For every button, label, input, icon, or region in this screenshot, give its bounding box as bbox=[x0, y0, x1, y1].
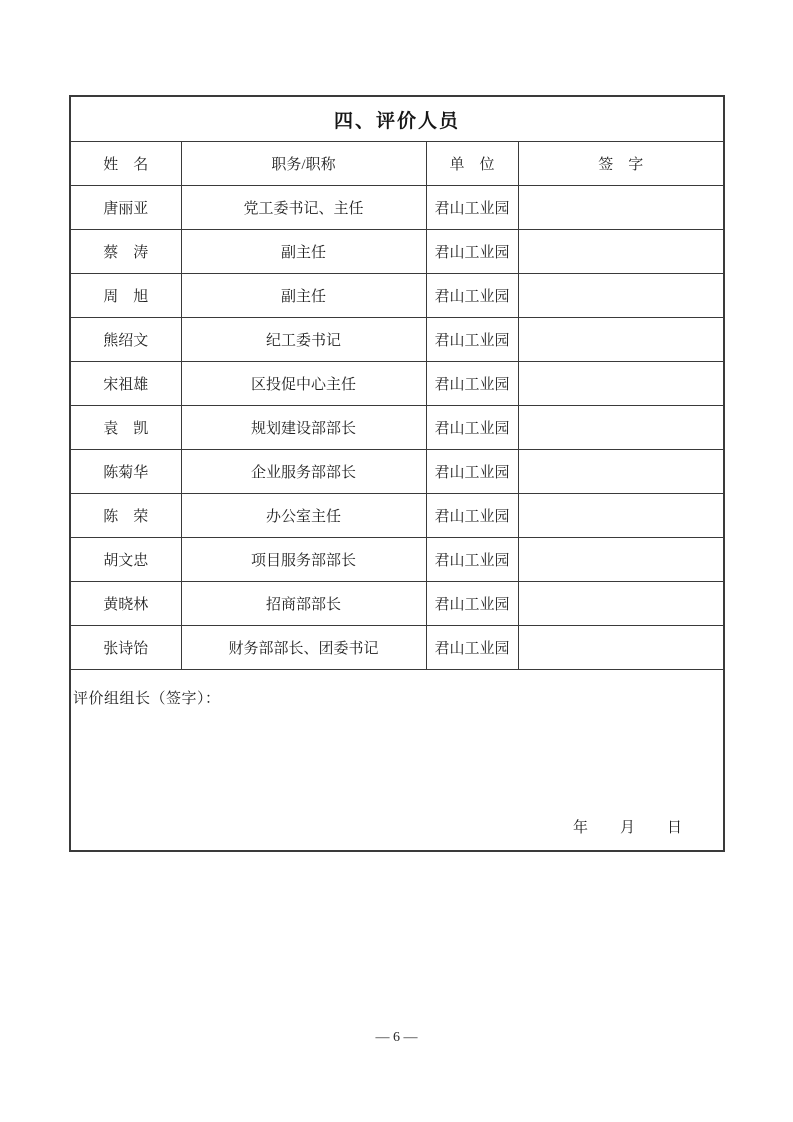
signature-cell bbox=[518, 186, 724, 230]
date-month-label: 月 bbox=[619, 820, 635, 836]
name-cell: 陈 荣 bbox=[70, 494, 181, 538]
name-cell: 唐丽亚 bbox=[70, 186, 181, 230]
position-cell: 党工委书记、主任 bbox=[181, 186, 426, 230]
date-line bbox=[573, 816, 682, 837]
signature-cell bbox=[518, 230, 724, 274]
position-cell: 纪工委书记 bbox=[181, 318, 426, 362]
signature-cell bbox=[518, 538, 724, 582]
column-header-name: 姓 名 bbox=[70, 142, 181, 186]
rows-container bbox=[70, 186, 724, 670]
name-cell: 周 旭 bbox=[70, 274, 181, 318]
table-footer-section bbox=[70, 670, 724, 852]
position-cell: 副主任 bbox=[181, 230, 426, 274]
date-year-label: 年 bbox=[572, 820, 588, 836]
signature-cell bbox=[518, 274, 724, 318]
unit-cell: 君山工业园 bbox=[426, 406, 518, 450]
personnel-row bbox=[70, 406, 724, 450]
personnel-row bbox=[70, 538, 724, 582]
position-cell: 项目服务部部长 bbox=[181, 538, 426, 582]
position-cell: 企业服务部部长 bbox=[181, 450, 426, 494]
unit-cell: 君山工业园 bbox=[426, 318, 518, 362]
personnel-row bbox=[70, 274, 724, 318]
position-cell: 副主任 bbox=[181, 274, 426, 318]
table-footer-row bbox=[70, 670, 724, 852]
unit-cell: 君山工业园 bbox=[426, 626, 518, 670]
unit-cell: 君山工业园 bbox=[426, 450, 518, 494]
signature-cell bbox=[518, 582, 724, 626]
personnel-row bbox=[70, 318, 724, 362]
signature-cell bbox=[518, 318, 724, 362]
name-cell: 陈菊华 bbox=[70, 450, 181, 494]
name-cell: 黄晓林 bbox=[70, 582, 181, 626]
personnel-row bbox=[70, 450, 724, 494]
column-header-position: 职务/职称 bbox=[181, 142, 426, 186]
personnel-row bbox=[70, 494, 724, 538]
signature-cell bbox=[518, 406, 724, 450]
evaluation-personnel-table bbox=[69, 95, 725, 852]
personnel-row bbox=[70, 626, 724, 670]
name-cell: 熊绍文 bbox=[70, 318, 181, 362]
signature-cell bbox=[518, 626, 724, 670]
position-cell: 招商部部长 bbox=[181, 582, 426, 626]
date-day-label: 日 bbox=[667, 820, 683, 836]
name-cell: 胡文忠 bbox=[70, 538, 181, 582]
personnel-row bbox=[70, 362, 724, 406]
table-header-row bbox=[70, 142, 724, 186]
table-head-section bbox=[70, 96, 724, 186]
unit-cell: 君山工业园 bbox=[426, 582, 518, 626]
name-cell: 张诗饴 bbox=[70, 626, 181, 670]
name-cell: 宋祖雄 bbox=[70, 362, 181, 406]
personnel-row bbox=[70, 186, 724, 230]
unit-cell: 君山工业园 bbox=[426, 186, 518, 230]
signature-cell bbox=[518, 494, 724, 538]
leader-sign-label: 评价组组长（签字）： bbox=[73, 691, 221, 707]
column-header-unit: 单 位 bbox=[426, 142, 518, 186]
signature-cell bbox=[518, 362, 724, 406]
personnel-row bbox=[70, 582, 724, 626]
column-header-signature: 签 字 bbox=[518, 142, 724, 186]
table-title-row bbox=[70, 96, 724, 142]
unit-cell: 君山工业园 bbox=[426, 538, 518, 582]
unit-cell: 君山工业园 bbox=[426, 362, 518, 406]
unit-cell: 君山工业园 bbox=[426, 274, 518, 318]
position-cell: 办公室主任 bbox=[181, 494, 426, 538]
position-cell: 区投促中心主任 bbox=[181, 362, 426, 406]
position-cell: 规划建设部部长 bbox=[181, 406, 426, 450]
table-title: 四、评价人员 bbox=[70, 96, 724, 142]
position-cell: 财务部部长、团委书记 bbox=[181, 626, 426, 670]
signature-cell bbox=[518, 450, 724, 494]
name-cell: 蔡 涛 bbox=[70, 230, 181, 274]
unit-cell: 君山工业园 bbox=[426, 230, 518, 274]
name-cell: 袁 凯 bbox=[70, 406, 181, 450]
personnel-row bbox=[70, 230, 724, 274]
page-number: — 6 — bbox=[375, 1030, 418, 1045]
unit-cell: 君山工业园 bbox=[426, 494, 518, 538]
footer-cell bbox=[70, 670, 724, 852]
